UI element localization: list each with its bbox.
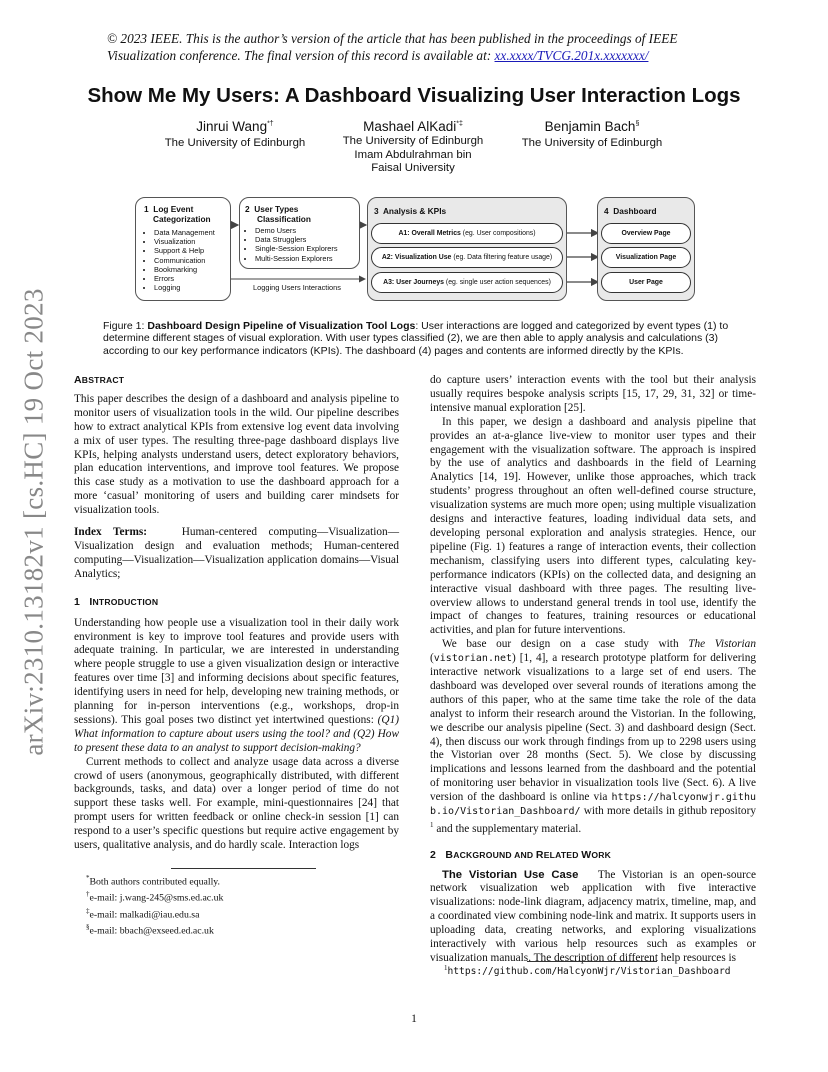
footnotes [86,872,386,938]
footnote: $^1$https://github.com/HalcyonWjr/Vistorian_Dashboard [444,964,731,978]
author-block: Jinrui Wang*† The University of Edinburgh [140,119,330,151]
kpi-visualization-use: A2: Visualization Use (eg. Data filtering feature usage) [371,247,563,268]
list-item: • Errors [154,274,230,283]
abstract-heading: ABSTRACT [74,374,125,386]
logging-label: Logging Users Interactions [253,283,341,292]
dashboard-user-page: User Page [601,272,691,293]
author-block: Benjamin Bach§ The University of Edinburgh [497,119,687,151]
list-item: • Bookmarking [154,265,230,274]
footnote: ‡e-mail: malkadi@iau.edu.sa [86,906,200,921]
body-paragraph: We base our design on a case study with The Vistorian (vistorian.net) [1, 4], a research prototype platform for delivering interactive network visualizations to a large set of end users. The dashboard was developed over several rounds of iterations among the authors of this paper, who at the same time take the role of the data analyst to inform their research around the Vistorian. In the following, we describe our analysis pipeline (Sect. 3) and dashboard design (Sect. 4), then discuss our work through findings from up to 2298 users using the Vistorian over 28 months (Sect. 5). We close by discussing implications and lessons learned from the dashboard and the potential of monitoring user behavior in visualization tools live (Sect. 6). A live version of the dashboard is online via https://halcyonwjr.github.io/Vistorian_Dashboard/ with more details in github repository $^1$ and the supplementary material. [430,638,756,835]
abstract-text: This paper describes the design of a dashboard and analysis pipeline to monitor users of visualization tools in the wild. Our pipeline describes how to extract analytical KPIs from extensive log event data involving a mix of user types. The resulting three-page dashboard displays live KPIs, helping analysts understand users, detect exploratory behaviors, plan education interventions, and improve tool features. We propose this case study as a motivation to use the dashboard approach for a more ‘casual’ monitoring of users and building carer mindsets for visualization tools. [74,392,399,517]
section-2-heading: 2 BACKGROUND AND RELATED WORK [430,848,612,861]
author-affiliation: Imam Abdulrahman bin [354,148,472,161]
intro-paragraph: Current methods to collect and analyze usage data across a diverse crowd of users (anonymous, geographically distributed, with different backgrounds, tasks, and data) over a longer period of time do not support these tasks well. For example, mini-questionnaires [24] that prompt users for written feedback or online check-in session [1] can respond to a user’s specific questions but require active engagement by users, qualitative analysis, and do hardly scale. Interaction logs [74,755,399,852]
author-affiliation: Faisal University [371,162,455,174]
footnote: *Both authors contributed equally. [86,874,221,888]
doi-link[interactable]: xx.xxxx/TVCG.201x.xxxxxxx/ [494,48,649,63]
step-dashboard: 4 Dashboard [597,197,695,301]
body-paragraph: do capture users’ interaction events with the tool but their analysis usually requires bespoke analysis scripts [15, 17, 29, 31, 32] or time-intensive manual exploration [25]. [430,374,756,414]
body-paragraph: In this paper, we design a dashboard and analysis pipeline that provides an at-a-glance live-view to monitor user types and their engagement with the visualization software. The approach is inspired by the use of analytics and dashboards in the field of Learning Analytics [14, 19]. However, unlike those approaches, which track students’ progress throughout an often well-defined course structure, visualization systems are much more open; using multiple visualization designs and interactive features, loading individual data sets, and developing personal exploration and analysis strategies. Hence, our pipeline (Fig. 1) features a range of interaction events, their collection mechanism, classifying users into different types, calculating key-performance indicators (KPIs) on the collected data, and designing an interactive visual dashboard with three pages. The resulting live-overview allows to understand general trends in tool use, identify the impact of changes to features, training resources or educational activities, and plan for future interventions. [430,415,756,637]
list-item: • Data Management [154,228,230,237]
left-column [74,374,399,853]
author-name: Benjamin Bach [544,119,636,134]
footnote: §e-mail: bbach@exseed.ed.ac.uk [86,923,214,937]
list-item: • Data Strugglers [255,235,359,244]
list-item: • Visualization [154,237,230,246]
footnote-rule [527,961,657,962]
pipeline-figure [135,195,695,307]
dashboard-url-link[interactable]: https://halcyonwjr.github.io/Vistorian_Dashboard/ [430,792,756,818]
intro-paragraph: Understanding how people use a visualization tool in their daily work environment is key to improve tool features and provide users with adequate training. In particular, we are interested in understanding where people struggle to use a given visualization design or interactive features over time [3] and informing decisions about specific features, identifying users in need for help, developing new training methods, or planning for in-person interventions (e.g., workshops, drop-in sessions). This goal poses two distinct yet intertwined questions: (Q1) What information to capture about users using the tool? and (Q2) How to present these data to an analyst to support decision-making? [74,616,399,754]
kpi-user-journeys: A3: User Journeys (eg. single user action sequences) [371,272,563,293]
step-user-types-classification: 2 User Types Classification • Demo Users • Data Strugglers • Single-Session Explorers • Multi-Session Explorers [239,197,360,269]
step-analysis-kpis: 3 Analysis & KPIs [367,197,567,301]
body-paragraph: The Vistorian Use Case The Vistorian is an open-source network visualization web application with five interactive visualizations: node-link diagram, adjacency matrix, timeline, map, and a coordinated view combining node-link and matrix. It supports users in uploading data, creating networks, and exploring visualizations interactively with various help resources such as examples or visualization manuals. The description of different help resources is [430,868,756,965]
index-terms: Index Terms: Human-centered computing—Visualization—Visualization design and evaluation methods; Human-centered computing—Visualization—Visualization application domains—Visual Analytics; [74,526,399,580]
list-item: • Single-Session Explorers [255,244,359,253]
author-block: Mashael AlKadi*‡ The University of Edinburgh Imam Abdulrahman bin Faisal University [318,119,508,176]
list-item: • Logging [154,283,230,292]
kpi-overall-metrics: A1: Overall Metrics (eg. User compositions) [371,223,563,244]
list-item: • Support & Help [154,246,230,255]
dashboard-overview-page: Overview Page [601,223,691,244]
dashboard-visualization-page: Visualization Page [601,247,691,268]
list-item: • Communication [154,256,230,265]
footnote: †e-mail: j.wang-245@sms.ed.ac.uk [86,890,224,904]
author-name: Mashael AlKadi [363,119,457,134]
author-affiliation: The University of Edinburgh [164,137,306,149]
figure-caption: Figure 1: Dashboard Design Pipeline of Visualization Tool Logs: User interactions are logged and categorized by event types (1) to determine different stages of visual exploration. With user types classified (2), we are then able to apply analysis and calculations (3) according to our key performance indicators (KPIs). The dashboard (4) pages and contents are informed directly by the KPIs. [103,320,729,357]
copyright-text: © 2023 IEEE. This is the author’s version of the article that has been published in the proceedings of IEEE Visualization conference. The final version of this record is available at: [107,31,678,63]
author-affiliation: The University of Edinburgh [521,137,663,149]
paper-title: Show Me My Users: A Dashboard Visualizing User Interaction Logs [87,84,741,107]
step-log-event-categorization: 1 Log Event Categorization • Data Management • Visualization • Support & Help • Communication • Bookmarking • Errors • Logging [135,197,231,301]
right-column [430,374,756,966]
intro-heading: 1 INTRODUCTION [74,595,159,608]
copyright-notice [107,30,747,64]
author-affiliation: The University of Edinburgh [342,135,484,147]
list-item: • Multi-Session Explorers [255,254,359,263]
github-link[interactable]: https://github.com/HalcyonWjr/Vistorian_Dashboard [447,966,731,978]
page-number: 1 [411,1013,417,1025]
author-name: Jinrui Wang [196,119,268,134]
footnote-rule [171,868,316,869]
list-item: • Demo Users [255,226,359,235]
